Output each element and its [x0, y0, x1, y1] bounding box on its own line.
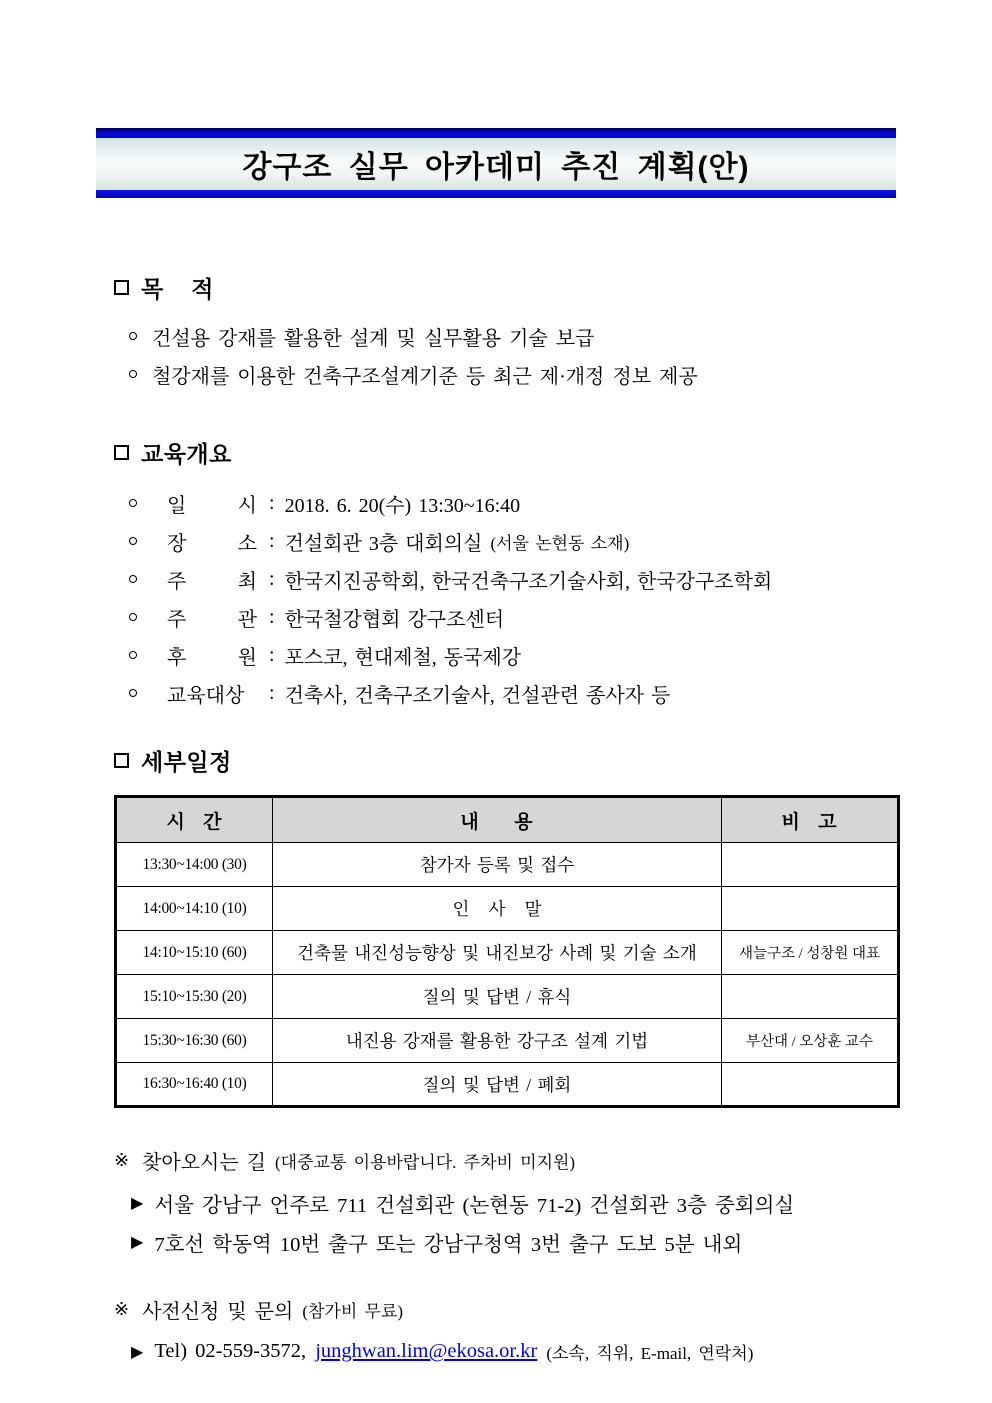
- directions-line-text: 7호선 학동역 10번 출구 또는 강남구청역 3번 출구 도보 5분 내외: [154, 1233, 743, 1256]
- circle-bullet-icon: [129, 575, 137, 583]
- label-separator: :: [269, 529, 275, 552]
- overview-heading: [114, 436, 896, 469]
- list-item: [131, 1222, 896, 1261]
- list-item: [129, 674, 896, 712]
- table-row: [116, 931, 899, 975]
- overview-item-label: 교육대상: [167, 684, 245, 707]
- note-cell: 부산대 / 오상훈 교수: [722, 1019, 899, 1063]
- circle-bullet-icon: [129, 651, 137, 659]
- circle-bullet-icon: [129, 332, 137, 340]
- square-bullet-icon: [114, 753, 129, 768]
- table-row: [116, 843, 899, 887]
- banner-body: [96, 138, 896, 190]
- page-title: 강구조 실무 아카데미 추진 계획(안): [242, 151, 750, 184]
- overview-item-value: 건설회관 3층 대회의실: [284, 532, 483, 555]
- note-cell: [722, 887, 899, 931]
- circle-bullet-icon: [129, 370, 137, 378]
- section-purpose: [114, 271, 896, 393]
- content-cell: 내진용 강재를 활용한 강구조 설계 기법: [273, 1019, 722, 1063]
- directions-heading: [114, 1146, 896, 1175]
- label-separator: :: [269, 681, 275, 704]
- time-cell: 13:30~14:00 (30): [116, 843, 273, 887]
- phone-number: Tel) 02-559-3572,: [154, 1340, 307, 1362]
- directions-title: 찾아오시는 길: [142, 1152, 267, 1174]
- time-cell: 15:30~16:30 (60): [116, 1019, 273, 1063]
- list-item: [129, 355, 896, 393]
- time-cell: 14:00~14:10 (10): [116, 887, 273, 931]
- overview-item-value: 한국철강협회 강구조센터: [284, 608, 505, 631]
- directions-block: [114, 1146, 896, 1261]
- time-cell: 16:30~16:40 (10): [116, 1063, 273, 1107]
- list-item: [129, 522, 896, 560]
- note-cell: [722, 843, 899, 887]
- overview-item-label: 일 시: [167, 494, 257, 517]
- list-item: [131, 1183, 896, 1222]
- section-schedule: [114, 744, 896, 1108]
- overview-item-value: 한국지진공학회, 한국건축구조기술사회, 한국강구조학회: [284, 570, 773, 593]
- time-cell: 14:10~15:10 (60): [116, 931, 273, 975]
- banner-bottom-rule: [96, 190, 896, 198]
- purpose-item-text: 건설용 강재를 활용한 설계 및 실무활용 기술 보급: [152, 327, 595, 350]
- title-banner: [96, 128, 896, 198]
- content-cell: 질의 및 답변 / 폐회: [273, 1063, 722, 1107]
- purpose-heading: [114, 271, 896, 304]
- list-item: [129, 484, 896, 522]
- email-link[interactable]: junghwan.lim@ekosa.or.kr: [315, 1340, 538, 1362]
- purpose-heading-label: 목 적: [141, 276, 214, 302]
- label-separator: :: [269, 491, 275, 514]
- overview-item-label: 장 소: [167, 532, 257, 555]
- overview-item-label: 후 원: [167, 646, 257, 669]
- schedule-heading-label: 세부일정: [141, 749, 232, 775]
- purpose-list: [129, 317, 896, 393]
- note-cell: 새늘구조 / 성창원 대표: [722, 931, 899, 975]
- content-cell: 참가자 등록 및 접수: [273, 843, 722, 887]
- registration-heading: [114, 1295, 896, 1324]
- banner-top-rule: [96, 128, 896, 138]
- square-bullet-icon: [114, 280, 129, 295]
- overview-item-value: 건축사, 건축구조기술사, 건설관련 종사자 등: [284, 684, 671, 707]
- table-row: [116, 887, 899, 931]
- circle-bullet-icon: [129, 689, 137, 697]
- circle-bullet-icon: [129, 613, 137, 621]
- note-cell: [722, 1063, 899, 1107]
- content-cell: 인 사 말: [273, 887, 722, 931]
- list-item: [129, 636, 896, 674]
- registration-title: 사전신청 및 문의: [142, 1301, 294, 1323]
- table-row: [116, 1063, 899, 1107]
- column-header-time: 시 간: [116, 797, 273, 843]
- circle-bullet-icon: [129, 537, 137, 545]
- list-item: [129, 598, 896, 636]
- overview-list: [129, 484, 896, 712]
- label-separator: :: [269, 605, 275, 628]
- directions-lines: [131, 1183, 896, 1261]
- overview-item-value: 2018. 6. 20(수) 13:30~16:40: [284, 494, 521, 517]
- contact-line: [131, 1332, 896, 1371]
- column-header-content: 내 용: [273, 797, 722, 843]
- content-cell: 질의 및 답변 / 휴식: [273, 975, 722, 1019]
- triangle-bullet-icon: ▶: [131, 1233, 144, 1251]
- section-overview: [114, 436, 896, 712]
- overview-heading-label: 교육개요: [141, 441, 232, 467]
- overview-item-label: 주 관: [167, 608, 257, 631]
- list-item: [129, 560, 896, 598]
- overview-item-value: 포스코, 현대제철, 동국제강: [284, 646, 522, 669]
- content-cell: 건축물 내진성능향상 및 내진보강 사례 및 기술 소개: [273, 931, 722, 975]
- reference-mark-icon: ※: [114, 1150, 130, 1170]
- registration-lines: [131, 1332, 896, 1371]
- table-row: [116, 1019, 899, 1063]
- directions-note: (대중교통 이용바랍니다. 주차비 미지원): [275, 1153, 576, 1172]
- square-bullet-icon: [114, 445, 129, 460]
- label-separator: :: [269, 643, 275, 666]
- list-item: [129, 317, 896, 355]
- schedule-table: [114, 795, 900, 1108]
- table-header-row: [116, 797, 899, 843]
- registration-note: (참가비 무료): [302, 1302, 404, 1321]
- overview-item-label: 주 최: [167, 570, 257, 593]
- time-cell: 15:10~15:30 (20): [116, 975, 273, 1019]
- table-row: [116, 975, 899, 1019]
- triangle-bullet-icon: ▶: [131, 1194, 144, 1212]
- purpose-item-text: 철강재를 이용한 건축구조설계기준 등 최근 제·개정 정보 제공: [152, 365, 698, 388]
- registration-block: [114, 1295, 896, 1371]
- circle-bullet-icon: [129, 499, 137, 507]
- triangle-bullet-icon: ▶: [131, 1343, 144, 1361]
- column-header-note: 비 고: [722, 797, 899, 843]
- reference-mark-icon: ※: [114, 1299, 130, 1319]
- label-separator: :: [269, 567, 275, 590]
- note-cell: [722, 975, 899, 1019]
- directions-line-text: 서울 강남구 언주로 711 건설회관 (논현동 71-2) 건설회관 3층 중회의실: [154, 1194, 795, 1217]
- schedule-heading: [114, 744, 896, 777]
- overview-item-note: (서울 논현동 소재): [490, 533, 630, 553]
- contact-fields-note: (소속, 직위, E-mail, 연락처): [546, 1344, 754, 1363]
